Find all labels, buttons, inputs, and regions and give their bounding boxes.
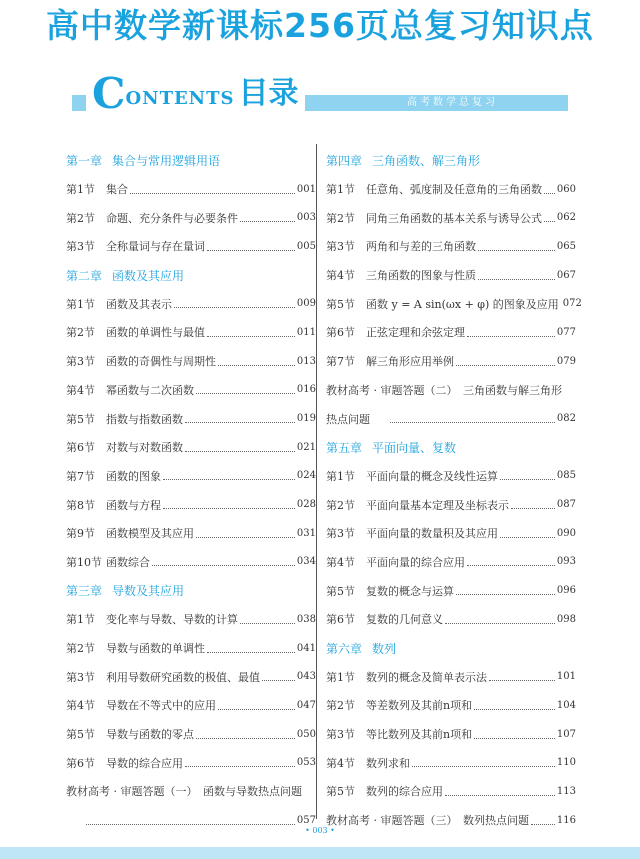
page-number-ref: 065	[556, 240, 576, 252]
leader-dots	[196, 726, 295, 739]
page-number-ref: 005	[296, 240, 316, 252]
toc-entry[interactable]	[326, 605, 576, 634]
toc-entry[interactable]	[326, 519, 576, 548]
page-number-ref: 011	[296, 326, 316, 338]
section-title: 复数的概念与运算	[366, 584, 454, 598]
chapter-number: 第六章	[326, 641, 363, 656]
section-number: 第5节	[326, 297, 355, 311]
contents-heading	[86, 66, 305, 116]
section-title: 数列求和	[366, 756, 410, 770]
page-number-ref: 077	[556, 326, 576, 338]
toc-left-column	[66, 146, 316, 835]
section-number: 第1节	[326, 670, 355, 684]
page-number-ref: 053	[296, 757, 316, 769]
toc-entry[interactable]	[66, 318, 316, 347]
section-title: 正弦定理和余弦定理	[366, 326, 465, 340]
leader-dots	[478, 267, 555, 280]
page-number-ref: 024	[296, 470, 316, 482]
section-number: 第5节	[66, 412, 95, 426]
toc-entry[interactable]	[66, 376, 316, 405]
banner-subtitle: 高考数学总复习	[407, 97, 498, 108]
toc-entry[interactable]	[326, 462, 576, 491]
section-number: 第6节	[66, 441, 95, 455]
toc-entry[interactable]	[326, 777, 576, 806]
page-number-ref: 087	[556, 499, 576, 511]
section-title: 平面向量的数量积及其应用	[366, 527, 498, 541]
section-title: 函数模型及其应用	[106, 527, 194, 541]
contents-initial: C	[92, 69, 126, 118]
section-number: 第3节	[66, 240, 95, 254]
section-number: 第2节	[66, 642, 95, 656]
section-title: 函数的单调性与最值	[106, 326, 205, 340]
toc-entry[interactable]	[66, 548, 316, 577]
toc-entry[interactable]	[326, 203, 576, 232]
page-number-ref: 028	[296, 499, 316, 511]
leader-dots	[500, 467, 555, 480]
toc-entry[interactable]	[326, 232, 576, 261]
leader-dots	[262, 668, 295, 681]
section-title: 导数与函数的零点	[106, 728, 194, 742]
toc-entry[interactable]	[66, 662, 316, 691]
page-number: • 003 •	[305, 826, 335, 835]
page-number-ref: 110	[556, 757, 576, 769]
page-number-ref: 060	[556, 183, 576, 195]
leader-dots	[412, 754, 555, 767]
section-number: 第5节	[326, 584, 355, 598]
section-number: 第2节	[326, 498, 355, 512]
leader-dots	[544, 209, 555, 222]
toc-special-entry[interactable]	[66, 777, 316, 806]
section-number: 第4节	[66, 699, 95, 713]
toc-entry[interactable]	[326, 289, 582, 318]
special-title: 教材高考 · 审题答题（二） 三角函数与解三角形	[326, 383, 562, 397]
page-number-ref: 090	[556, 527, 576, 539]
toc-entry-continuation[interactable]	[326, 404, 576, 433]
page-number-ref: 013	[296, 355, 316, 367]
section-number: 第1节	[326, 469, 355, 483]
section-number: 第5节	[326, 785, 355, 799]
leader-dots	[390, 410, 555, 423]
section-number: 第4节	[326, 555, 355, 569]
toc-entry[interactable]	[326, 490, 576, 519]
toc-entry[interactable]	[66, 691, 316, 720]
toc-entry[interactable]	[326, 662, 576, 691]
leader-dots	[544, 181, 555, 194]
section-title: 集合	[106, 183, 128, 197]
section-title: 平面向量的概念及线性运算	[366, 469, 498, 483]
section-title: 数列的概念及简单表示法	[366, 670, 487, 684]
leader-dots	[456, 353, 555, 366]
leader-dots	[196, 525, 295, 538]
section-title: 两角和与差的三角函数	[366, 240, 476, 254]
section-number: 第2节	[326, 211, 355, 225]
chapter-heading	[66, 576, 316, 605]
page-number-ref: 001	[296, 183, 316, 195]
section-number: 第3节	[66, 670, 95, 684]
chapter-title: 平面向量、复数	[372, 440, 457, 455]
leader-dots	[478, 238, 555, 251]
toc-entry[interactable]	[66, 232, 316, 261]
section-title: 解三角形应用举例	[366, 355, 454, 369]
leader-dots	[130, 181, 295, 194]
leader-dots	[467, 324, 555, 337]
section-title: 等比数列及其前n项和	[366, 728, 473, 742]
section-title: 数列的综合应用	[366, 785, 443, 799]
leader-dots	[511, 496, 555, 509]
leader-dots	[185, 439, 295, 452]
chapter-title: 函数及其应用	[112, 268, 185, 283]
toc-entry[interactable]	[326, 261, 576, 290]
section-title: 全称量词与存在量词	[106, 240, 205, 254]
toc-entry[interactable]	[66, 462, 316, 491]
section-title: 同角三角函数的基本关系与诱导公式	[366, 211, 542, 225]
section-number: 第8节	[66, 498, 95, 512]
section-number: 第3节	[66, 355, 95, 369]
section-title: 函数的图象	[106, 469, 161, 483]
toc-entry[interactable]	[326, 691, 576, 720]
chapter-number: 第五章	[326, 440, 363, 455]
page-number-ref: 019	[296, 413, 316, 425]
section-title: 平面向量基本定理及坐标表示	[366, 498, 509, 512]
section-number: 第4节	[326, 756, 355, 770]
section-title: 对数与对数函数	[106, 441, 183, 455]
toc-entry[interactable]	[66, 720, 316, 749]
page-number-ref: 057	[296, 814, 316, 826]
page-number-ref: 021	[296, 441, 316, 453]
section-number: 第6节	[66, 756, 95, 770]
page-number-ref: 041	[296, 642, 316, 654]
toc-entry[interactable]	[66, 289, 316, 318]
leader-dots	[240, 209, 295, 222]
page-number-ref: 107	[556, 728, 576, 740]
leader-dots	[185, 410, 295, 423]
toc-entry[interactable]	[326, 318, 576, 347]
section-number: 第1节	[66, 183, 95, 197]
leader-dots	[218, 697, 295, 710]
section-title: 函数 y = A sin(ωx + φ) 的图象及应用	[366, 297, 559, 311]
section-number: 第5节	[66, 728, 95, 742]
page-number-ref: 116	[556, 814, 576, 826]
section-title: 变化率与导数、导数的计算	[106, 613, 238, 627]
leader-dots	[240, 611, 295, 624]
section-title: 复数的几何意义	[366, 613, 443, 627]
chapter-number: 第四章	[326, 153, 363, 168]
page-title: 高中数学新课标256页总复习知识点	[46, 6, 594, 45]
leader-dots	[456, 582, 555, 595]
section-number: 第4节	[66, 383, 95, 397]
page-number-ref: 034	[296, 556, 316, 568]
section-title: 幂函数与二次函数	[106, 383, 194, 397]
column-divider	[316, 144, 317, 819]
toc-entry[interactable]	[66, 203, 316, 232]
contents-mulu: 目录	[238, 76, 299, 111]
section-number: 第2节	[326, 699, 355, 713]
toc-entry[interactable]	[66, 490, 316, 519]
section-number: 第7节	[66, 469, 95, 483]
section-number: 第6节	[326, 613, 355, 627]
chapter-heading	[326, 433, 576, 462]
toc-entry[interactable]	[66, 748, 316, 777]
chapter-heading	[66, 146, 316, 175]
section-number: 第7节	[326, 355, 355, 369]
section-title: 导数与函数的单调性	[106, 642, 205, 656]
leader-dots	[500, 525, 555, 538]
section-title: 函数的奇偶性与周期性	[106, 355, 216, 369]
leader-dots	[196, 381, 295, 394]
leader-dots	[207, 640, 295, 653]
leader-dots	[185, 754, 295, 767]
page-number-ref: 082	[556, 413, 576, 425]
toc-entry[interactable]	[66, 519, 316, 548]
toc-entry[interactable]	[66, 433, 316, 462]
section-title: 指数与指数函数	[106, 412, 183, 426]
section-title: 任意角、弧度制及任意角的三角函数	[366, 183, 542, 197]
leader-dots	[531, 812, 555, 825]
chapter-title: 三角函数、解三角形	[372, 153, 481, 168]
page-number-ref: 047	[296, 699, 316, 711]
page-number-ref: 093	[556, 556, 576, 568]
page-number-ref: 085	[556, 470, 576, 482]
chapter-title: 导数及其应用	[112, 584, 185, 599]
toc-special-entry[interactable]	[326, 376, 576, 405]
page-number-ref: 101	[556, 671, 576, 683]
toc-entry[interactable]	[326, 720, 576, 749]
page-number-ref: 113	[556, 785, 576, 797]
toc-entry[interactable]	[66, 175, 316, 204]
page-number-ref: 104	[556, 699, 576, 711]
leader-dots	[86, 812, 295, 825]
page-number-ref: 009	[296, 298, 316, 310]
section-number: 第2节	[66, 326, 95, 340]
toc-right-column	[326, 146, 582, 835]
section-title: 函数与方程	[106, 498, 161, 512]
section-number: 第3节	[326, 240, 355, 254]
section-title: 导数的综合应用	[106, 756, 183, 770]
leader-dots	[174, 295, 295, 308]
page-number-ref: 003	[296, 212, 316, 224]
leader-dots	[467, 553, 555, 566]
section-title: 平面向量的综合应用	[366, 555, 465, 569]
section-number: 第6节	[326, 326, 355, 340]
section-number: 第2节	[66, 211, 95, 225]
section-number: 第9节	[66, 527, 95, 541]
footer-bar	[0, 847, 640, 859]
leader-dots	[218, 353, 295, 366]
chapter-heading	[66, 261, 316, 290]
leader-dots	[207, 324, 295, 337]
chapter-number: 第三章	[66, 584, 103, 599]
leader-dots	[163, 496, 295, 509]
section-title: 教材高考 · 审题答题（三） 数列热点问题	[326, 814, 529, 828]
chapter-heading	[326, 634, 576, 663]
leader-dots	[163, 467, 295, 480]
leader-dots	[474, 726, 555, 739]
chapter-number: 第一章	[66, 153, 103, 168]
section-title: 等差数列及其前n项和	[366, 699, 473, 713]
section-title: 函数及其表示	[106, 297, 172, 311]
section-title: 命题、充分条件与必要条件	[106, 211, 238, 225]
page-number-ref: 062	[556, 212, 576, 224]
chapter-heading	[326, 146, 576, 175]
toc-entry[interactable]	[66, 347, 316, 376]
chapter-title: 数列	[372, 641, 397, 656]
toc-entry[interactable]	[326, 347, 576, 376]
page-number-ref: 050	[296, 728, 316, 740]
toc-entry[interactable]	[326, 175, 576, 204]
leader-dots	[445, 611, 555, 624]
leader-dots	[445, 783, 555, 796]
page-number-ref: 043	[296, 671, 316, 683]
toc-entry[interactable]	[66, 404, 316, 433]
contents-rest: ONTENTS	[125, 88, 235, 109]
section-number: 第3节	[326, 728, 355, 742]
section-number: 第3节	[326, 527, 355, 541]
section-number: 第1节	[66, 613, 95, 627]
toc-entry[interactable]	[326, 548, 576, 577]
section-number: 第4节	[326, 269, 355, 283]
chapter-number: 第二章	[66, 268, 103, 283]
leader-dots	[207, 238, 295, 251]
toc-entry[interactable]	[66, 605, 316, 634]
section-number: 第1节	[66, 297, 95, 311]
page-number-ref: 096	[556, 585, 576, 597]
section-title: 导数在不等式中的应用	[106, 699, 216, 713]
toc-entry[interactable]	[66, 634, 316, 663]
leader-dots	[474, 697, 555, 710]
special-title: 教材高考 · 审题答题（一） 函数与导数热点问题	[66, 785, 302, 799]
section-number: 第1节	[326, 183, 355, 197]
section-number: 第10节	[66, 555, 102, 569]
page-number-ref: 072	[562, 298, 582, 310]
continuation-title: 热点问题	[326, 412, 370, 426]
toc-entry[interactable]	[326, 748, 576, 777]
section-title: 三角函数的图象与性质	[366, 269, 476, 283]
page-number-ref: 038	[296, 613, 316, 625]
page-number-ref: 031	[296, 527, 316, 539]
leader-dots	[489, 668, 555, 681]
section-title: 函数综合	[106, 555, 150, 569]
page-number-ref: 079	[556, 355, 576, 367]
page-number-ref: 016	[296, 384, 316, 396]
toc-entry[interactable]	[326, 576, 576, 605]
chapter-title: 集合与常用逻辑用语	[112, 153, 221, 168]
leader-dots	[152, 553, 295, 566]
page-number-ref: 067	[556, 269, 576, 281]
page-number-ref: 098	[556, 613, 576, 625]
section-title: 利用导数研究函数的极值、最值	[106, 670, 260, 684]
